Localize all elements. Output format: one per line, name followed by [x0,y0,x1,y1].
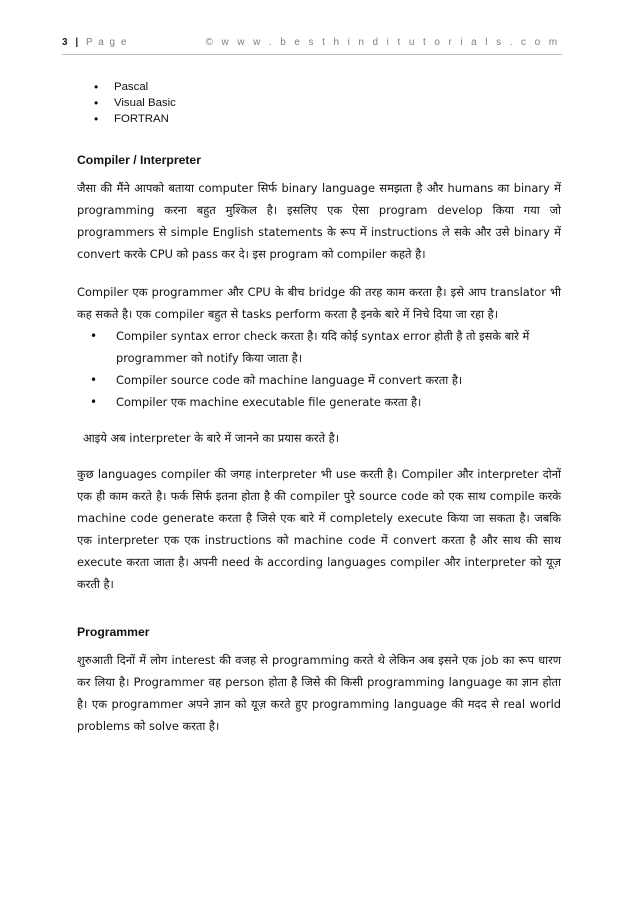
programmer-heading: Programmer [77,625,150,639]
language-list [77,79,561,127]
page-label: P a g e [85,37,128,48]
compiler-bridge-paragraph: Compiler एक programmer और CPU के बीच bridge की तरह काम करता है। इसे आप translator भी कह सकते है। एक compiler बहुत से tasks perform करता है इनके बारे में निचे दिया जा रहा है। [77,285,561,321]
page-indicator [62,37,128,48]
page-number: 3 [62,37,70,48]
document-body [77,76,561,737]
list-item: • Pascal [77,79,561,95]
list-item: • Visual Basic [77,95,561,111]
header-separator: | [75,37,80,48]
list-item: • FORTRAN [77,111,561,127]
interpreter-paragraph: कुछ languages compiler की जगह interpreter भी use करती है। Compiler और interpreter दोनों एक ही काम करते है। फर्क सिर्फ इतना होता है की compiler पुरे source code को एक साथ compile करके machine code generate करता है जिसे एक बारे में completely execute किया जा सकता है। जबकि एक interpreter एक एक instructions को machine code में convert करता है और साथ की साथ execute करता जाता है। अपनी need के according languages compiler और interpreter को यूज़ करती है। [77,467,561,591]
list-item: • Compiler syntax error check करता है। यदि कोई syntax error होती है तो इसके बारे में programmer को notify किया जाता है। [77,325,561,369]
page-header [62,32,562,55]
compiler-intro-paragraph: जैसा की मैंने आपको बताया computer सिर्फ binary language समझता है और humans का binary में programming करना बहुत मुश्किल है। इसलिए एक ऐसा program develop किया गया जो programmers से simple English statements के रूप में instructions ले सके और उसे binary में convert करके CPU को pass कर दे। इस program को compiler कहते है। [77,181,561,261]
site-url: © w w w . b e s t h i n d i t u t o r i a l s . c o m [205,37,560,48]
list-item: • Compiler एक machine executable file generate करता है। [77,391,561,413]
programmer-paragraph: शुरुआती दिनों में लोग interest की वजह से programming करते थे लेकिन अब इसने एक job का रूप धारण कर लिया है। Programmer वह person होता है जिसे की किसी programming language का ज्ञान होता है। एक programmer अपने ज्ञान को यूज़ करते हुए programming language की मदद से real world problems को solve करता है। [77,653,561,733]
compiler-interpreter-heading: Compiler / Interpreter [77,153,201,167]
list-item: • Compiler source code को machine language में convert करता है। [77,369,561,391]
interpreter-intro-line: आइये अब interpreter के बारे में जानने का प्रयास करते है। [83,431,340,445]
compiler-tasks-list [77,325,561,413]
